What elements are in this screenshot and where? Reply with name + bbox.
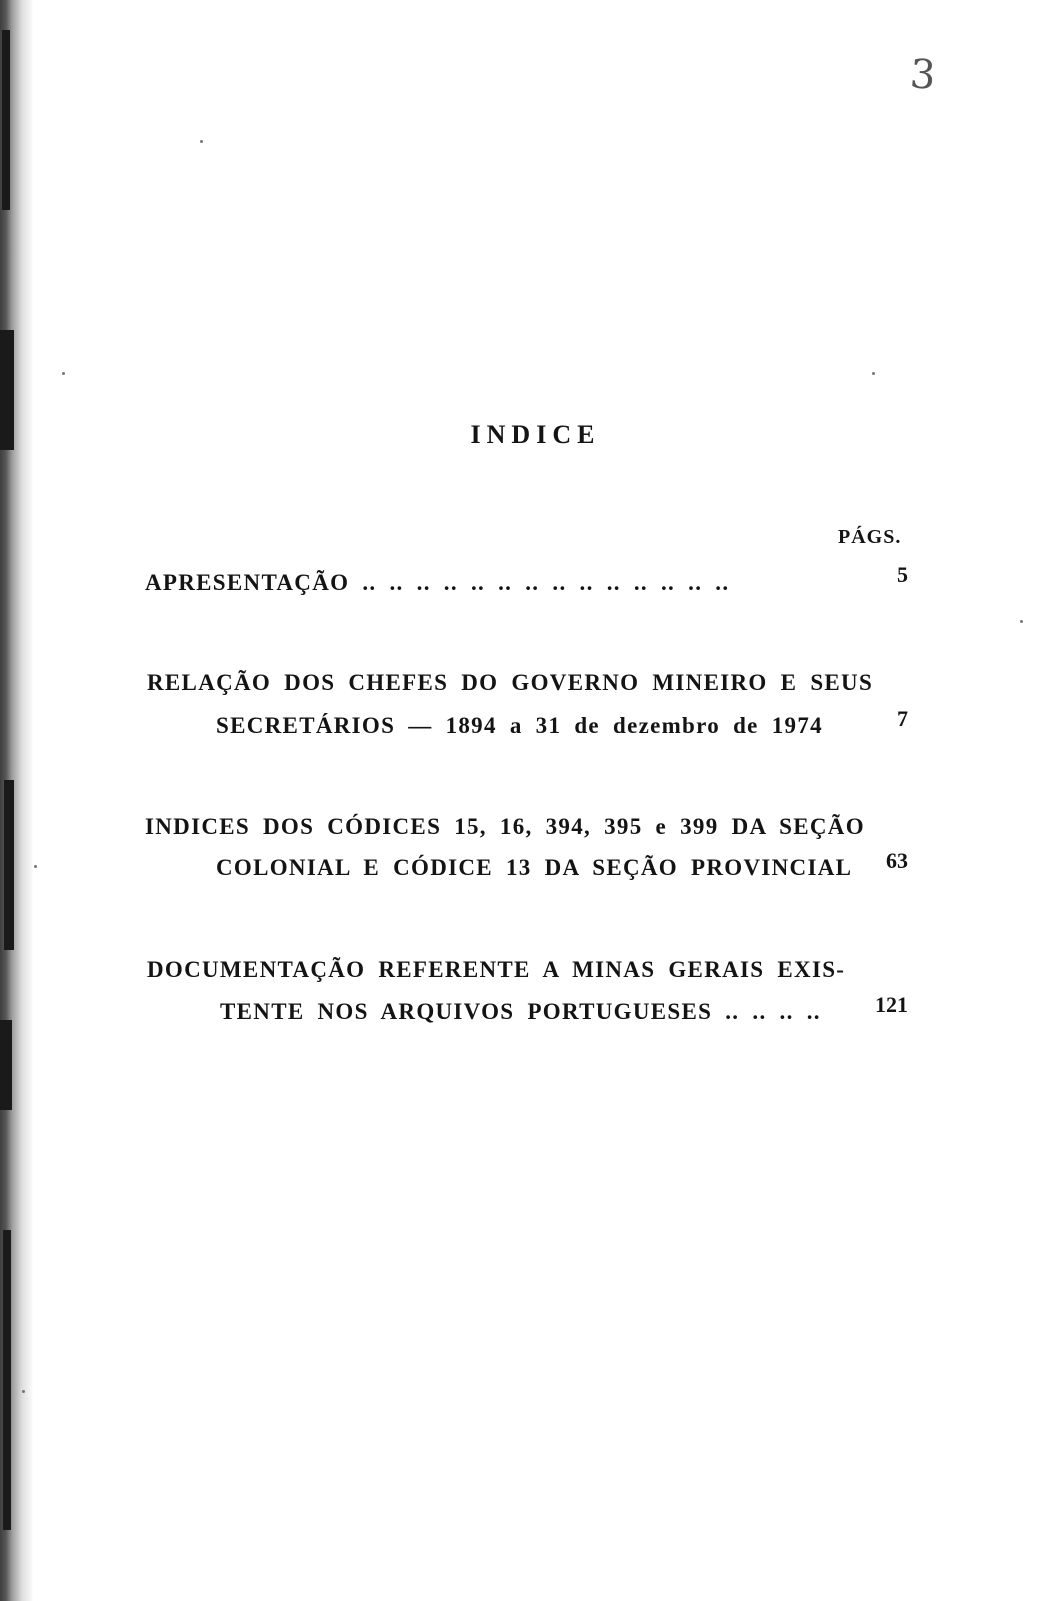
- toc-entry-page: 63: [886, 848, 908, 873]
- toc-entry-line: DOCUMENTAÇÃO REFERENTE A MINAS GERAIS EXIS-: [147, 957, 846, 982]
- handwritten-page-number: 3: [908, 51, 938, 99]
- toc-entry-line: TENTE NOS ARQUIVOS PORTUGUESES .. .. .. ..: [220, 999, 821, 1024]
- scan-speck: [872, 372, 875, 375]
- toc-entry-page: 5: [897, 562, 908, 587]
- toc-entry-line: APRESENTAÇÃO .. .. .. .. .. .. .. .. .. .. .. .. .. ..: [145, 570, 730, 595]
- binding-mark: [4, 780, 14, 950]
- scan-speck: [1020, 620, 1023, 623]
- toc-entry-page: 121: [875, 992, 908, 1017]
- binding-mark: [0, 1020, 12, 1110]
- toc-entry-line: INDICES DOS CÓDICES 15, 16, 394, 395 e 399 DA SEÇÃO: [145, 814, 865, 839]
- toc-entry-line: RELAÇÃO DOS CHEFES DO GOVERNO MINEIRO E SEUS: [147, 670, 874, 695]
- toc-entry-line: SECRETÁRIOS — 1894 a 31 de dezembro de 1974: [216, 713, 823, 738]
- scan-speck: [62, 372, 65, 375]
- page-title: INDICE: [470, 420, 601, 449]
- scan-speck: [34, 865, 37, 868]
- binding-mark: [3, 1230, 11, 1530]
- scan-speck: [200, 140, 203, 143]
- pages-column-header: PÁGS.: [838, 526, 902, 548]
- binding-mark: [2, 30, 10, 210]
- toc-entry-page: 7: [897, 706, 908, 731]
- toc-entry-line: COLONIAL E CÓDICE 13 DA SEÇÃO PROVINCIAL: [216, 855, 853, 880]
- scan-speck: [22, 1390, 25, 1393]
